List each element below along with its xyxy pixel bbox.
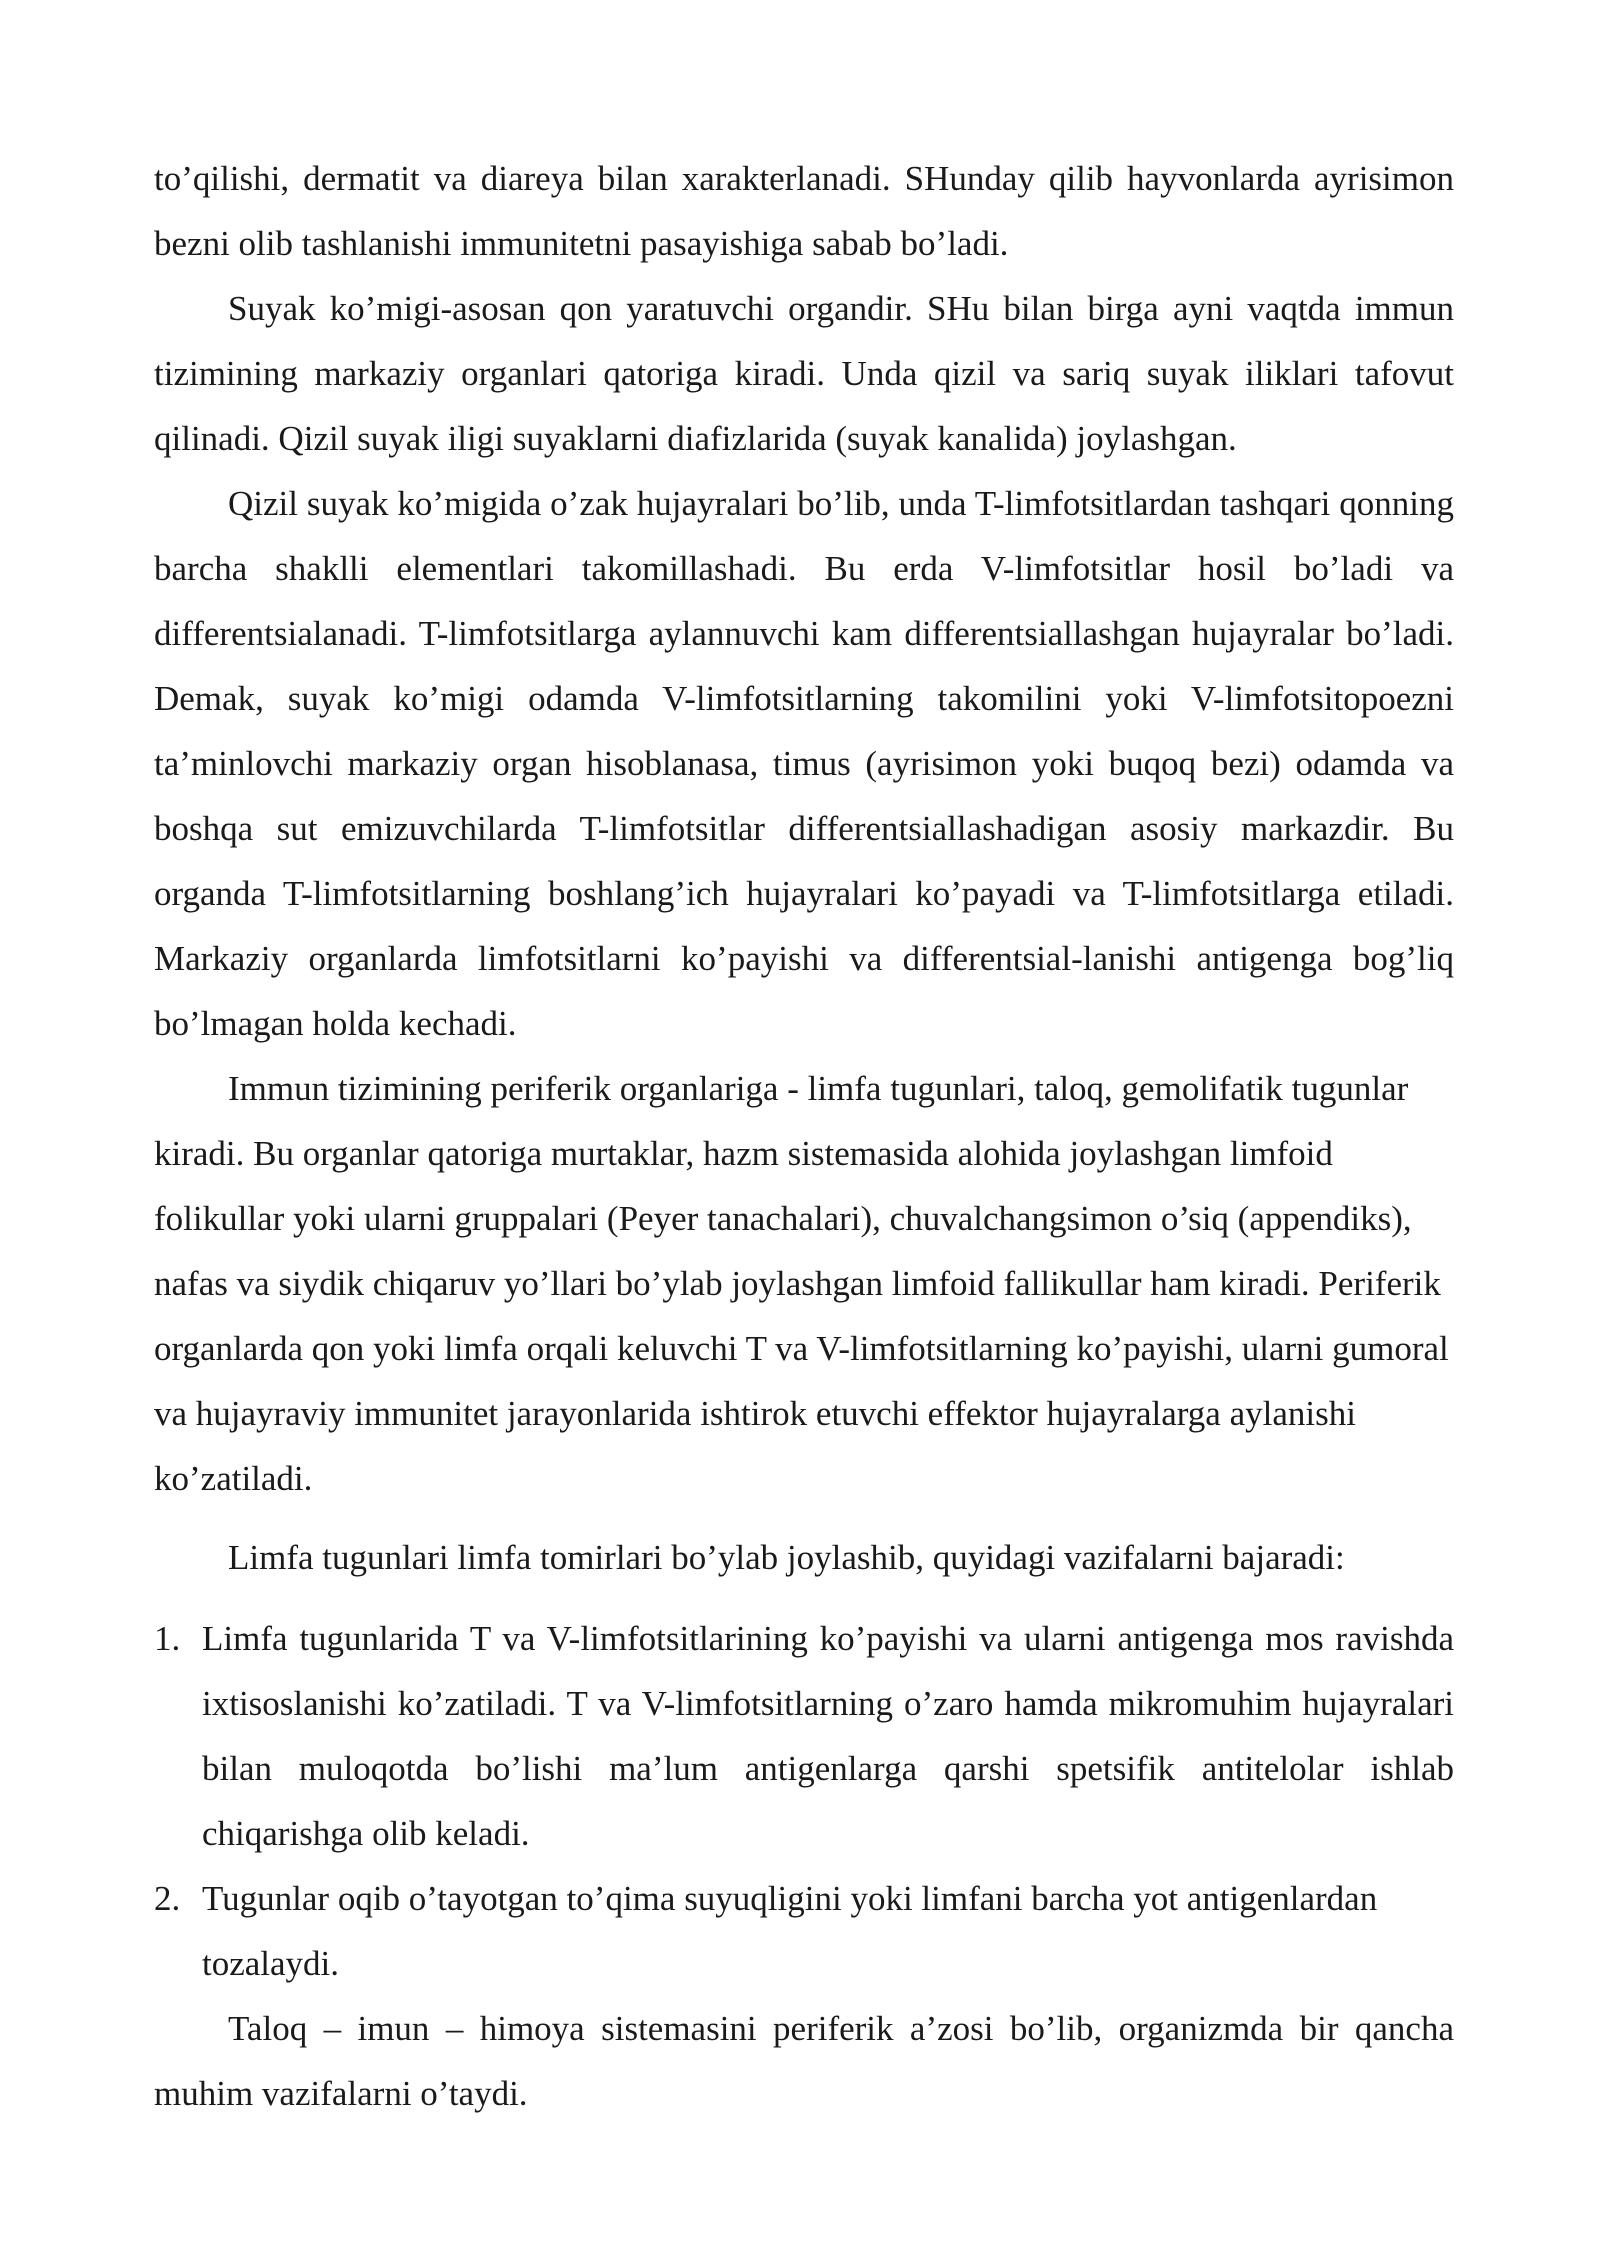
paragraph-limfa-tugunlari: Limfa tugunlari limfa tomirlari bo’ylab joylashib, quyidagi vazifalarni bajaradi: xyxy=(228,1538,1345,1577)
paragraph-qizil-suyak: Qizil suyak ko’migida o’zak hujayralari bo’lib, unda T-limfotsitlardan tashqari qonning barcha shaklli elementlari takomillashadi. Bu erda V-limfotsitlar hosil bo’ladi va differentsialanadi. T-limfotsitlarga aylannuvchi kam differentsiallashgan hujayralar bo’ladi. Demak, suyak ko’migi odamda V-limfotsitlarning takomilini yoki V-limfotsitopoezni ta’minlovchi markaziy organ hisoblanasa, timus (ayrisimon yoki buqoq bezi) odamda va boshqa sut emizuvchilarda T-limfotsitlar differentsiallashadigan asosiy markazdir. Bu organda T-limfotsitlarning boshlang’ich hujayralari ko’payadi va T-limfotsitlarga etiladi. Markaziy organlarda limfotsitlarni ko’payishi va differentsial-lanishi antigenga bog’liq bo’lmagan holda kechadi. xyxy=(154,484,1454,1043)
list-number: 2. xyxy=(154,1879,181,1918)
list-text: Tugunlar oqib o’tayotgan to’qima suyuqligini yoki limfani barcha yot antigenlardan tozalaydi. xyxy=(202,1879,1378,1983)
list-number: 1. xyxy=(154,1619,181,1658)
paragraph-taloq: Taloq – imun – himoya sistemasini periferik a’zosi bo’lib, organizmda bir qancha muhim vazifalarni o’taydi. xyxy=(154,2009,1454,2113)
functions-list xyxy=(154,1606,1454,1996)
list-item xyxy=(154,1606,1454,1866)
document-page xyxy=(154,146,1454,2126)
list-text: Limfa tugunlarida T va V-limfotsitlarining ko’payishi va ularni antigenga mos ravishda ixtisoslanishi ko’zatiladi. T va V-limfotsitlarning o’zaro hamda mikromuhim hujayralari bilan muloqotda bo’lishi ma’lum antigenlarga qarshi spetsifik antitelolar ishlab chiqarishga olib keladi. xyxy=(202,1619,1454,1853)
paragraph-1: to’qilishi, dermatit va diareya bilan xarakterlanadi. SHunday qilib hayvonlarda ayrisimon bezni olib tashlanishi immunitetni pasayishiga sabab bo’ladi. xyxy=(154,159,1454,263)
paragraph-suyak-komigi: Suyak ko’migi-asosan qon yaratuvchi organdir. SHu bilan birga ayni vaqtda immun tizimining markaziy organlari qatoriga kiradi. Unda qizil va sariq suyak iliklari tafovut qilinadi. Qizil suyak iligi suyaklarni diafizlarida (suyak kanalida) joylashgan. xyxy=(154,289,1454,458)
paragraph-periferik-organlar: Immun tizimining periferik organlariga - limfa tugunlari, taloq, gemolifatik tugunlar kiradi. Bu organlar qatoriga murtaklar, hazm sistemasida alohida joylashgan limfoid folikullar yoki ularni gruppalari (Peyer tanachalari), chuvalchangsimon o’siq (appendiks), nafas va siydik chiqaruv yo’llari bo’ylab joylashgan limfoid fallikullar ham kiradi. Periferik organlarda qon yoki limfa orqali keluvchi T va V-limfotsitlarning ko’payishi, ularni gumoral va hujayraviy immunitet jarayonlarida ishtirok etuvchi effektor hujayralarga aylanishi ko’zatiladi. xyxy=(154,1069,1449,1498)
list-item xyxy=(154,1866,1454,1996)
